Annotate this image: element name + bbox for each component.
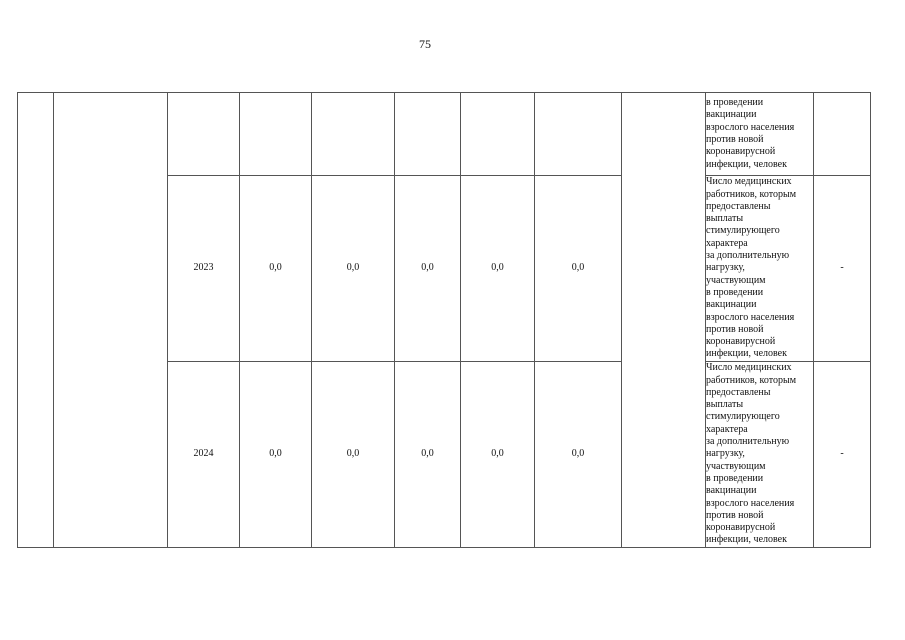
value-cell: 0,0 <box>395 176 461 362</box>
value-cell <box>312 93 395 176</box>
value-cell: 0,0 <box>461 176 535 362</box>
value-cell <box>461 93 535 176</box>
target-value-cell: - <box>814 176 871 362</box>
target-value-cell: - <box>814 362 871 548</box>
value-cell <box>240 93 312 176</box>
table-row <box>18 93 871 176</box>
row-number-cell <box>18 93 54 548</box>
indicator-cell: Число медицинских работников, которым предоставлены выплаты стимулирующего характера за дополнительную нагрузку, участвующим в проведении вакцинации взрослого населения против новой коронавирусной инфекции, человек <box>706 362 814 548</box>
value-cell <box>395 93 461 176</box>
year-cell: 2023 <box>168 176 240 362</box>
value-cell: 0,0 <box>240 362 312 548</box>
year-cell: 2024 <box>168 362 240 548</box>
value-cell: 0,0 <box>535 176 622 362</box>
value-cell: 0,0 <box>240 176 312 362</box>
value-cell: 0,0 <box>535 362 622 548</box>
value-cell: 0,0 <box>395 362 461 548</box>
value-cell: 0,0 <box>312 362 395 548</box>
indicator-cell: Число медицинских работников, которым предоставлены выплаты стимулирующего характера за дополнительную нагрузку, участвующим в проведении вакцинации взрослого населения против новой коронавирусной инфекции, человек <box>706 176 814 362</box>
target-value-cell <box>814 93 871 176</box>
page-number: 75 <box>419 37 431 51</box>
executor-cell <box>622 93 706 548</box>
value-cell: 0,0 <box>461 362 535 548</box>
year-cell <box>168 93 240 176</box>
value-cell: 0,0 <box>312 176 395 362</box>
measure-name-cell <box>54 93 168 548</box>
indicator-cell: в проведении вакцинации взрослого населения против новой коронавирусной инфекции, человек <box>706 93 814 176</box>
program-indicators-table <box>17 92 871 548</box>
value-cell <box>535 93 622 176</box>
